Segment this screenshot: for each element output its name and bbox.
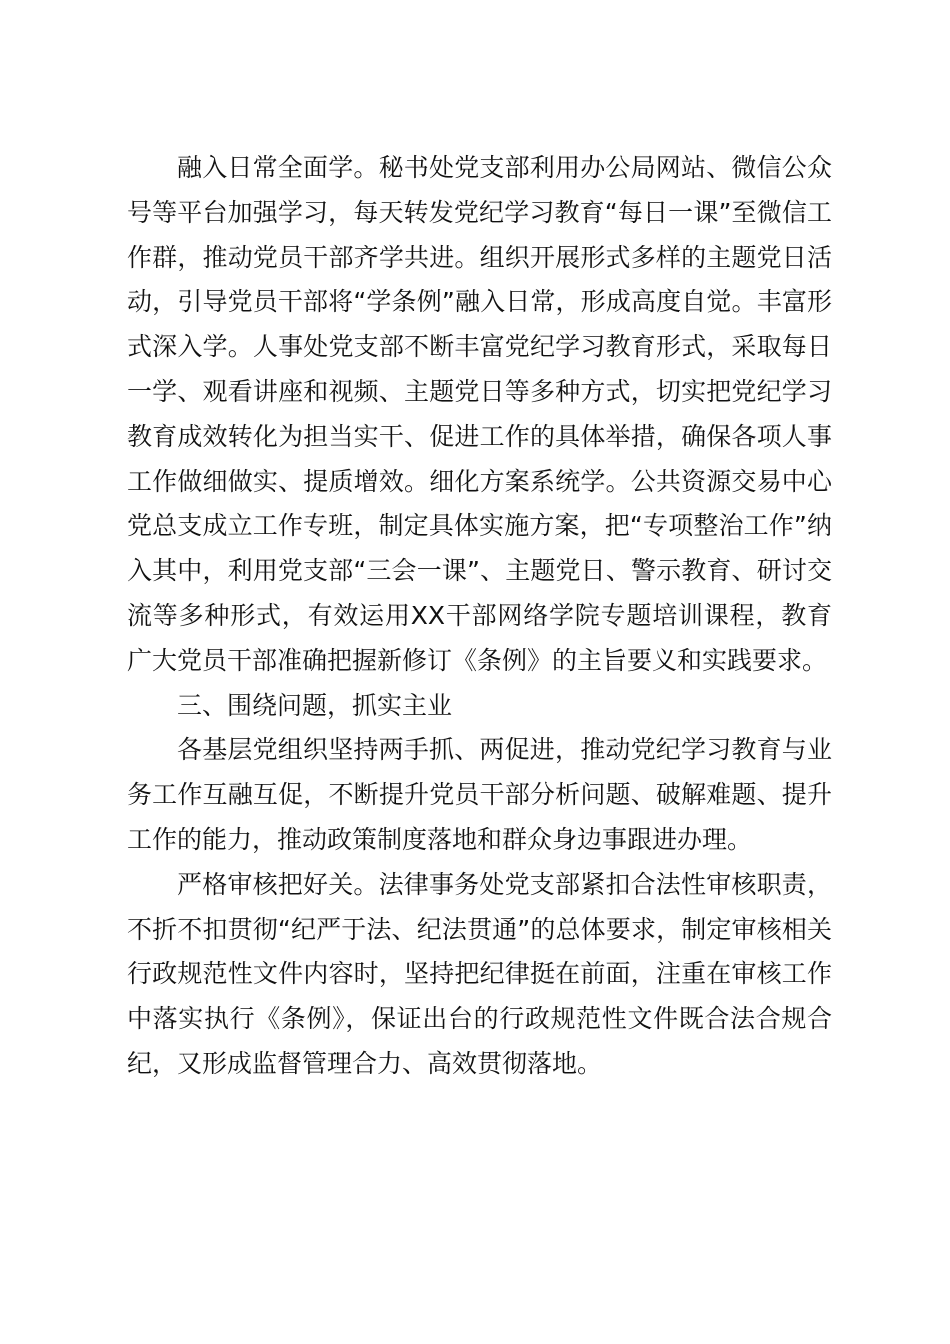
section-heading: 三、围绕问题，抓实主业 (177, 690, 453, 720)
paragraph-study-methods: 融入日常全面学。秘书处党支部利用办公局网站、微信公众号等平台加强学习，每天转发党纪学习教育“每日一课”至微信工作群，推动党员干部齐学共进。组织开展形式多样的主题党日活动，引导党员干部将“学条例”融入日常，形成高度自觉。丰富形式深入学。人事处党支部不断丰富党纪学习教育形式，采取每日一学、观看讲座和视频、主题党日等多种方式，切实把党纪学习教育成效转化为担当实干、促进工作的具体举措，确保各项人事工作做细做实、提质增效。细化方案系统学。公共资源交易中心党总支成立工作专班，制定具体实施方案，把“专项整治工作”纳入其中，利用党支部“三会一课”、主题党日、警示教育、研讨交流等多种形式，有效运用XX干部网络学院专题培训课程，教育广大党员干部准确把握新修订《条例》的主旨要义和实践要求。 (127, 153, 832, 675)
paragraph-section-intro: 各基层党组织坚持两手抓、两促进，推动党纪学习教育与业务工作互融互促，不断提升党员干部分析问题、破解难题、提升工作的能力，推动政策制度落地和群众身边事跟进办理。 (127, 735, 832, 854)
paragraph-review-control: 严格审核把好关。法律事务处党支部紧扣合法性审核职责，不折不扣贯彻“纪严于法、纪法贯通”的总体要求，制定审核相关行政规范性文件内容时，坚持把纪律挺在前面，注重在审核工作中落实执行《条例》，保证出台的行政规范性文件既合法合规合纪，又形成监督管理合力、高效贯彻落地。 (127, 869, 832, 1078)
document-body (127, 146, 832, 1087)
